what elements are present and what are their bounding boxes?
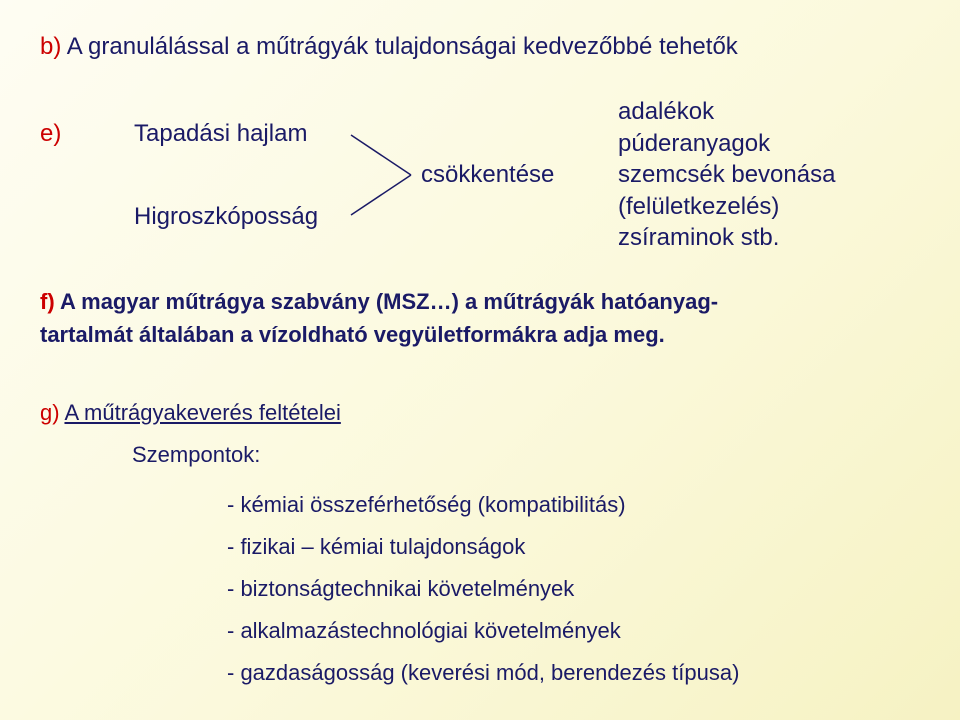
right-item: zsíraminok stb.: [618, 224, 780, 251]
right-item: púderanyagok: [618, 129, 771, 157]
left-item-tapadasi: Tapadási hajlam: [134, 120, 308, 147]
left-item-higroszkopossag: Higroszkóposság: [134, 203, 319, 230]
connector-lines: [348, 130, 418, 220]
right-item: adalékok: [618, 98, 715, 125]
criteria-item: - gazdaságosság (keverési mód, berendezés típusa): [227, 660, 740, 685]
section-f-line1: [40, 285, 718, 318]
subtitle-szempontok: Szempontok:: [132, 442, 261, 467]
criteria-item: - fizikai – kémiai tulajdonságok: [227, 534, 526, 559]
criteria-list: [227, 484, 739, 694]
heading-b-text: A granulálással a műtrágyák tulajdonságai kedvezőbbé tehetők: [66, 33, 738, 60]
right-item: szemcsék bevonása: [618, 161, 836, 188]
section-f-line2: tartalmát általában a vízoldható vegyületformákra adja meg.: [40, 322, 665, 347]
heading-g: [40, 400, 341, 426]
right-item: (felületkezelés): [618, 192, 780, 220]
criteria-item: - kémiai összeférhetőség (kompatibilitás): [227, 492, 626, 517]
section-f-text1: A magyar műtrágya szabvány (MSZ…) a műtrágyák hatóanyag-: [59, 289, 719, 314]
marker-b: b): [40, 33, 62, 60]
heading-b: [40, 33, 738, 61]
marker-g: g): [40, 400, 60, 425]
heading-g-text: A műtrágyakeverés feltételei: [64, 400, 341, 425]
criteria-item: - alkalmazástechnológiai követelmények: [227, 618, 621, 643]
criteria-item: - biztonságtechnikai követelmények: [227, 576, 575, 601]
marker-e: e): [40, 120, 62, 147]
right-list: [618, 96, 835, 254]
middle-label-csokkentese: csökkentése: [421, 161, 555, 188]
section-f: [40, 285, 718, 351]
marker-f: f): [40, 289, 55, 314]
